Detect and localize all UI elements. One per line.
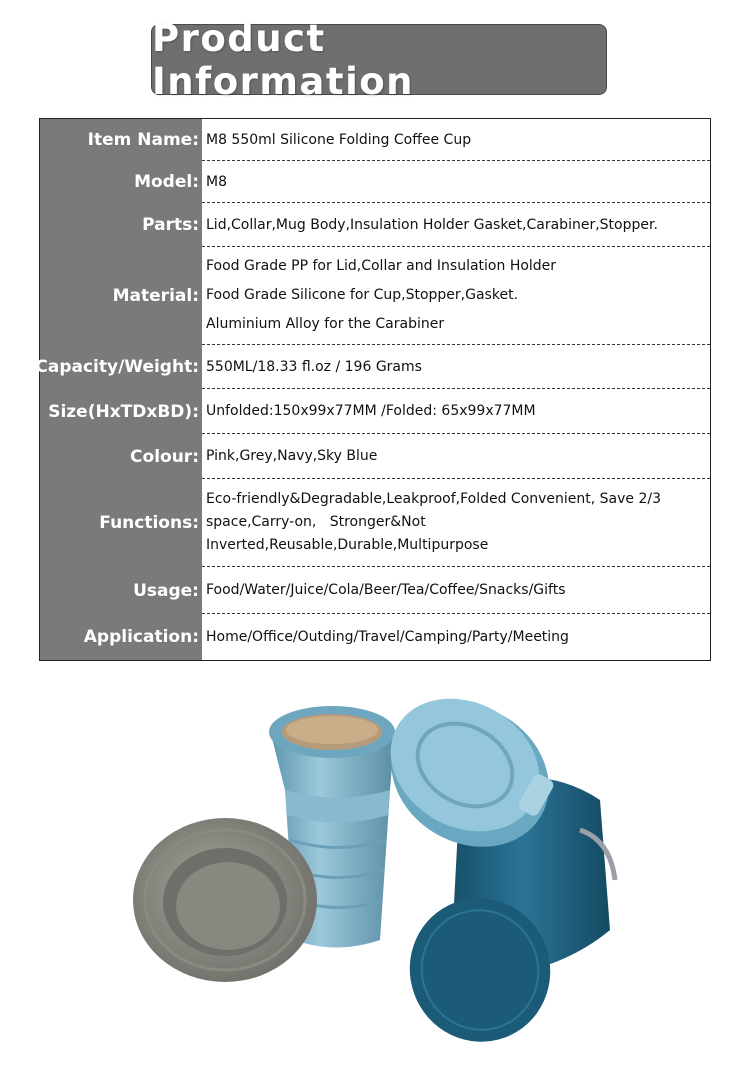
- spec-row-application: [40, 614, 710, 660]
- page-title: Product Information: [152, 16, 415, 103]
- spec-row-functions: [40, 479, 710, 567]
- spec-value-line: Food Grade Silicone for Cup,Stopper,Gasket.: [206, 286, 519, 303]
- spec-value-line: Food Grade PP for Lid,Collar and Insulation Holder: [206, 257, 557, 274]
- spec-value: [202, 434, 710, 479]
- spec-value: [202, 389, 710, 434]
- spec-label: Parts:: [40, 203, 202, 247]
- spec-value-line: Lid,Collar,Mug Body,Insulation Holder Gasket,Carabiner,Stopper.: [206, 216, 658, 233]
- spec-row-parts: [40, 203, 710, 247]
- grey-collapsed-cup: [133, 818, 317, 982]
- spec-label: Application:: [40, 614, 202, 660]
- spec-value-line: 550ML/18.33 fl.oz / 196 Grams: [206, 358, 422, 375]
- spec-value: [202, 614, 710, 660]
- spec-value-line: Eco-friendly&Degradable,Leakproof,Folded Convenient, Save 2/3: [206, 491, 662, 507]
- spec-value-line: Unfolded:150x99x77MM /Folded: 65x99x77MM: [206, 403, 536, 419]
- spec-value-line: Inverted,Reusable,Durable,Multipurpose: [206, 537, 489, 553]
- spec-value-line: Home/Office/Outding/Travel/Camping/Party/Meeting: [206, 629, 569, 645]
- spec-value-line: M8 550ml Silicone Folding Coffee Cup: [206, 131, 472, 148]
- spec-value: [202, 479, 710, 567]
- spec-label: Colour:: [40, 434, 202, 479]
- spec-value: [202, 247, 710, 345]
- spec-row-material: [40, 247, 710, 345]
- spec-value: [202, 345, 710, 389]
- spec-label: Functions:: [40, 479, 202, 567]
- spec-value: [202, 161, 710, 203]
- spec-row-colour: [40, 434, 710, 479]
- spec-row-usage: [40, 567, 710, 614]
- title-banner: [151, 16, 607, 103]
- spec-label: Item Name:: [40, 119, 202, 161]
- spec-label: Material:: [40, 247, 202, 345]
- spec-row-size: [40, 389, 710, 434]
- spec-table: [35, 118, 711, 661]
- spec-value-line: space,Carry-on, Stronger&Not: [206, 514, 426, 530]
- spec-label: Size(HxTDxBD):: [40, 389, 202, 434]
- spec-value-line: M8: [206, 173, 227, 190]
- spec-row-capacity: [35, 345, 710, 389]
- spec-value: [202, 119, 710, 161]
- spec-label: Model:: [40, 161, 202, 203]
- spec-label: Usage:: [40, 567, 202, 614]
- spec-row-item-name: [40, 119, 710, 161]
- spec-value: [202, 567, 710, 614]
- spec-value-line: Aluminium Alloy for the Carabiner: [206, 315, 445, 332]
- spec-value-line: Pink,Grey,Navy,Sky Blue: [206, 448, 378, 464]
- spec-label: Capacity/Weight:: [40, 345, 202, 389]
- spec-row-model: [40, 161, 710, 203]
- spec-value-line: Food/Water/Juice/Cola/Beer/Tea/Coffee/Snacks/Gifts: [206, 582, 566, 598]
- product-photo: [120, 680, 640, 1050]
- spec-value: [202, 203, 710, 247]
